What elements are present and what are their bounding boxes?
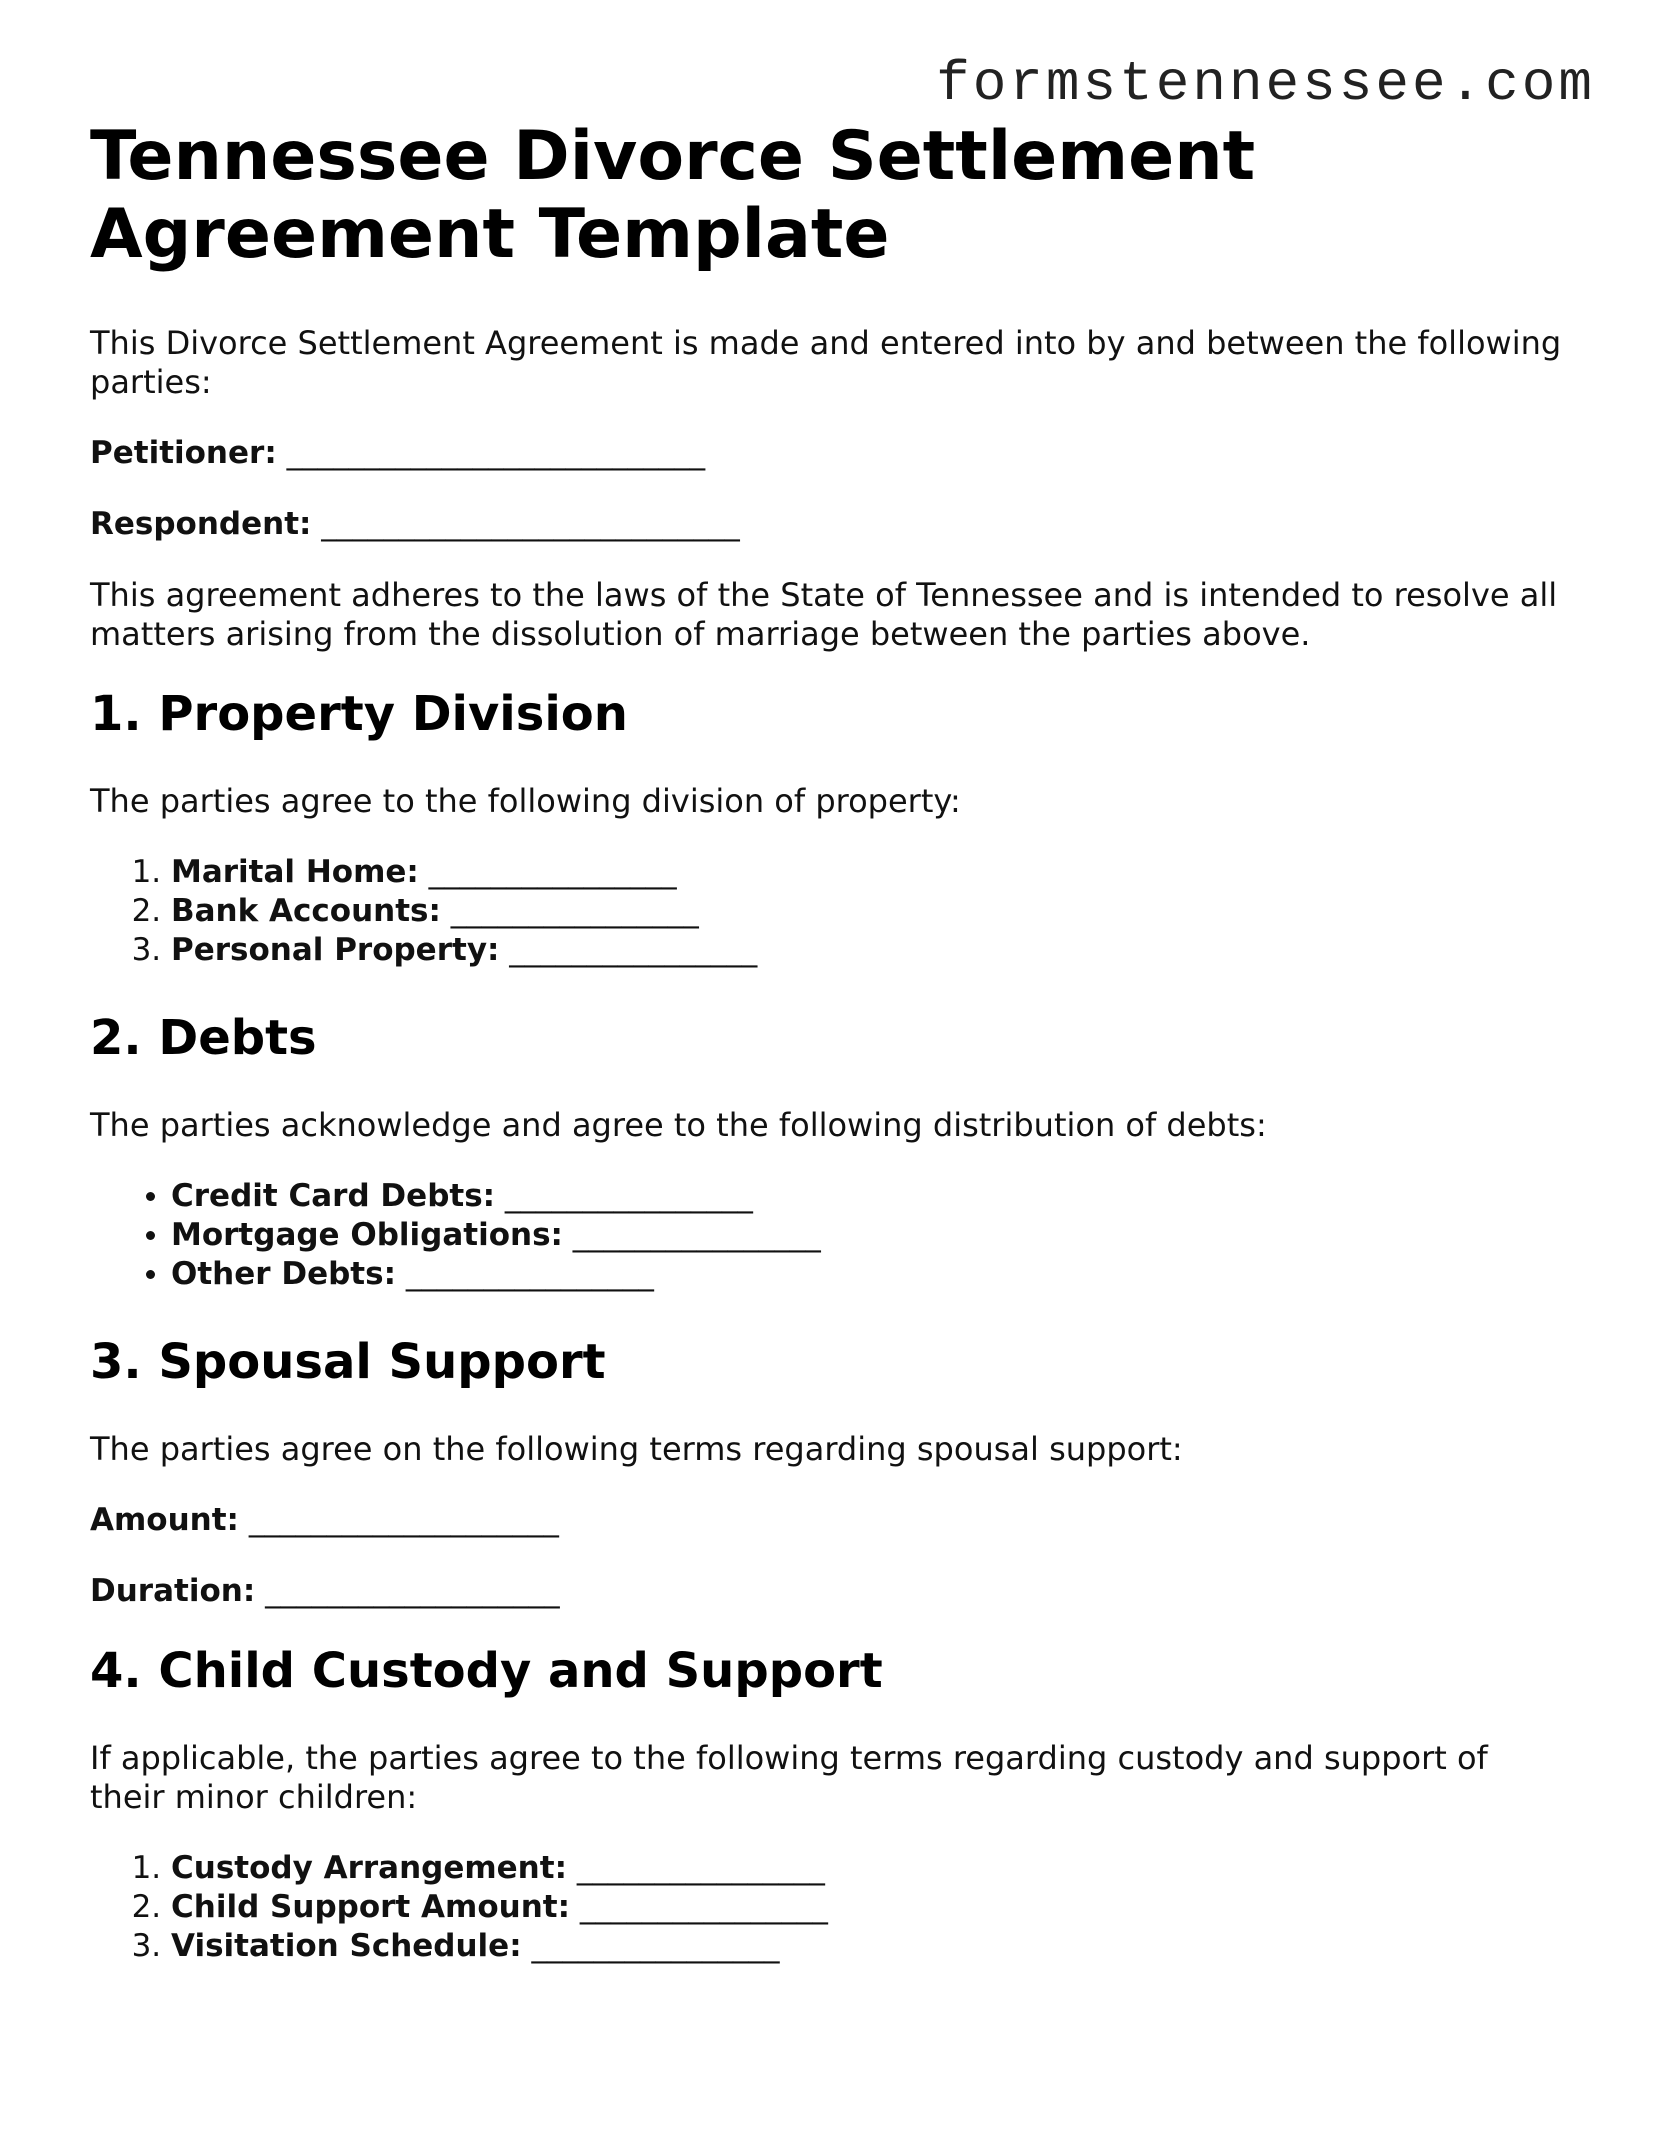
item-label: Other Debts: (171, 1256, 396, 1292)
spousal-intro: The parties agree on the following terms regarding spousal support: (90, 1430, 1183, 1468)
item-label: Bank Accounts: (171, 893, 441, 929)
item-label: Visitation Schedule: (171, 1928, 522, 1964)
list-item (171, 853, 1570, 892)
adherence-paragraph: This agreement adheres to the laws of the State of Tennessee and is intended to resolve all matters arising from the dissolution of marriage between the parties above. (90, 576, 1558, 653)
item-label: Child Support Amount: (171, 1889, 570, 1925)
intro-paragraph: This Divorce Settlement Agreement is made and entered into by and between the following parties: (90, 324, 1562, 401)
respondent-blank: ___________________________ (321, 506, 740, 542)
list-item (171, 892, 1570, 931)
custody-intro: If applicable, the parties agree to the following terms regarding custody and support of their minor children: (90, 1739, 1488, 1816)
petitioner-blank: ___________________________ (286, 435, 706, 471)
item-blank: ________________ (405, 1256, 654, 1292)
item-label: Marital Home: (171, 854, 419, 890)
list-item (171, 1927, 1570, 1966)
list-item (171, 1216, 1570, 1255)
respondent-label: Respondent: (90, 506, 312, 542)
item-label: Mortgage Obligations: (171, 1217, 563, 1253)
amount-label: Amount: (90, 1502, 239, 1538)
amount-blank: ____________________ (248, 1502, 559, 1538)
item-label: Custody Arrangement: (171, 1850, 567, 1886)
item-label: Credit Card Debts: (171, 1178, 496, 1214)
item-blank: ________________ (509, 932, 758, 968)
duration-blank: ___________________ (265, 1573, 560, 1609)
document-page (90, 118, 1570, 2006)
item-blank: ________________ (504, 1178, 753, 1214)
petitioner-label: Petitioner: (90, 435, 277, 471)
custody-list (90, 1849, 1570, 1966)
document-title: Tennessee Divorce Settlement Agreement Template (90, 117, 1256, 274)
item-blank: ________________ (576, 1850, 825, 1886)
item-blank: ________________ (450, 893, 699, 929)
item-blank: ________________ (428, 854, 677, 890)
list-item (171, 1888, 1570, 1927)
item-blank: ________________ (579, 1889, 828, 1925)
list-item (171, 1255, 1570, 1294)
property-list (90, 853, 1570, 970)
amount-field (90, 1501, 1570, 1540)
debts-intro: The parties acknowledge and agree to the following distribution of debts: (90, 1106, 1267, 1144)
item-blank: ________________ (531, 1928, 780, 1964)
section-heading-debts: 2. Debts (90, 1010, 317, 1066)
site-watermark: formstennessee.com (936, 52, 1595, 116)
petitioner-field (90, 434, 1570, 473)
duration-label: Duration: (90, 1573, 256, 1609)
list-item (171, 931, 1570, 970)
debts-list (90, 1177, 1570, 1294)
respondent-field (90, 505, 1570, 544)
section-heading-child-custody: 4. Child Custody and Support (90, 1643, 883, 1699)
section-heading-spousal-support: 3. Spousal Support (90, 1334, 606, 1390)
section-heading-property: 1. Property Division (90, 686, 628, 742)
property-intro: The parties agree to the following division of property: (90, 782, 961, 820)
duration-field (90, 1572, 1570, 1611)
list-item (171, 1849, 1570, 1888)
item-label: Personal Property: (171, 932, 500, 968)
list-item (171, 1177, 1570, 1216)
item-blank: ________________ (572, 1217, 821, 1253)
